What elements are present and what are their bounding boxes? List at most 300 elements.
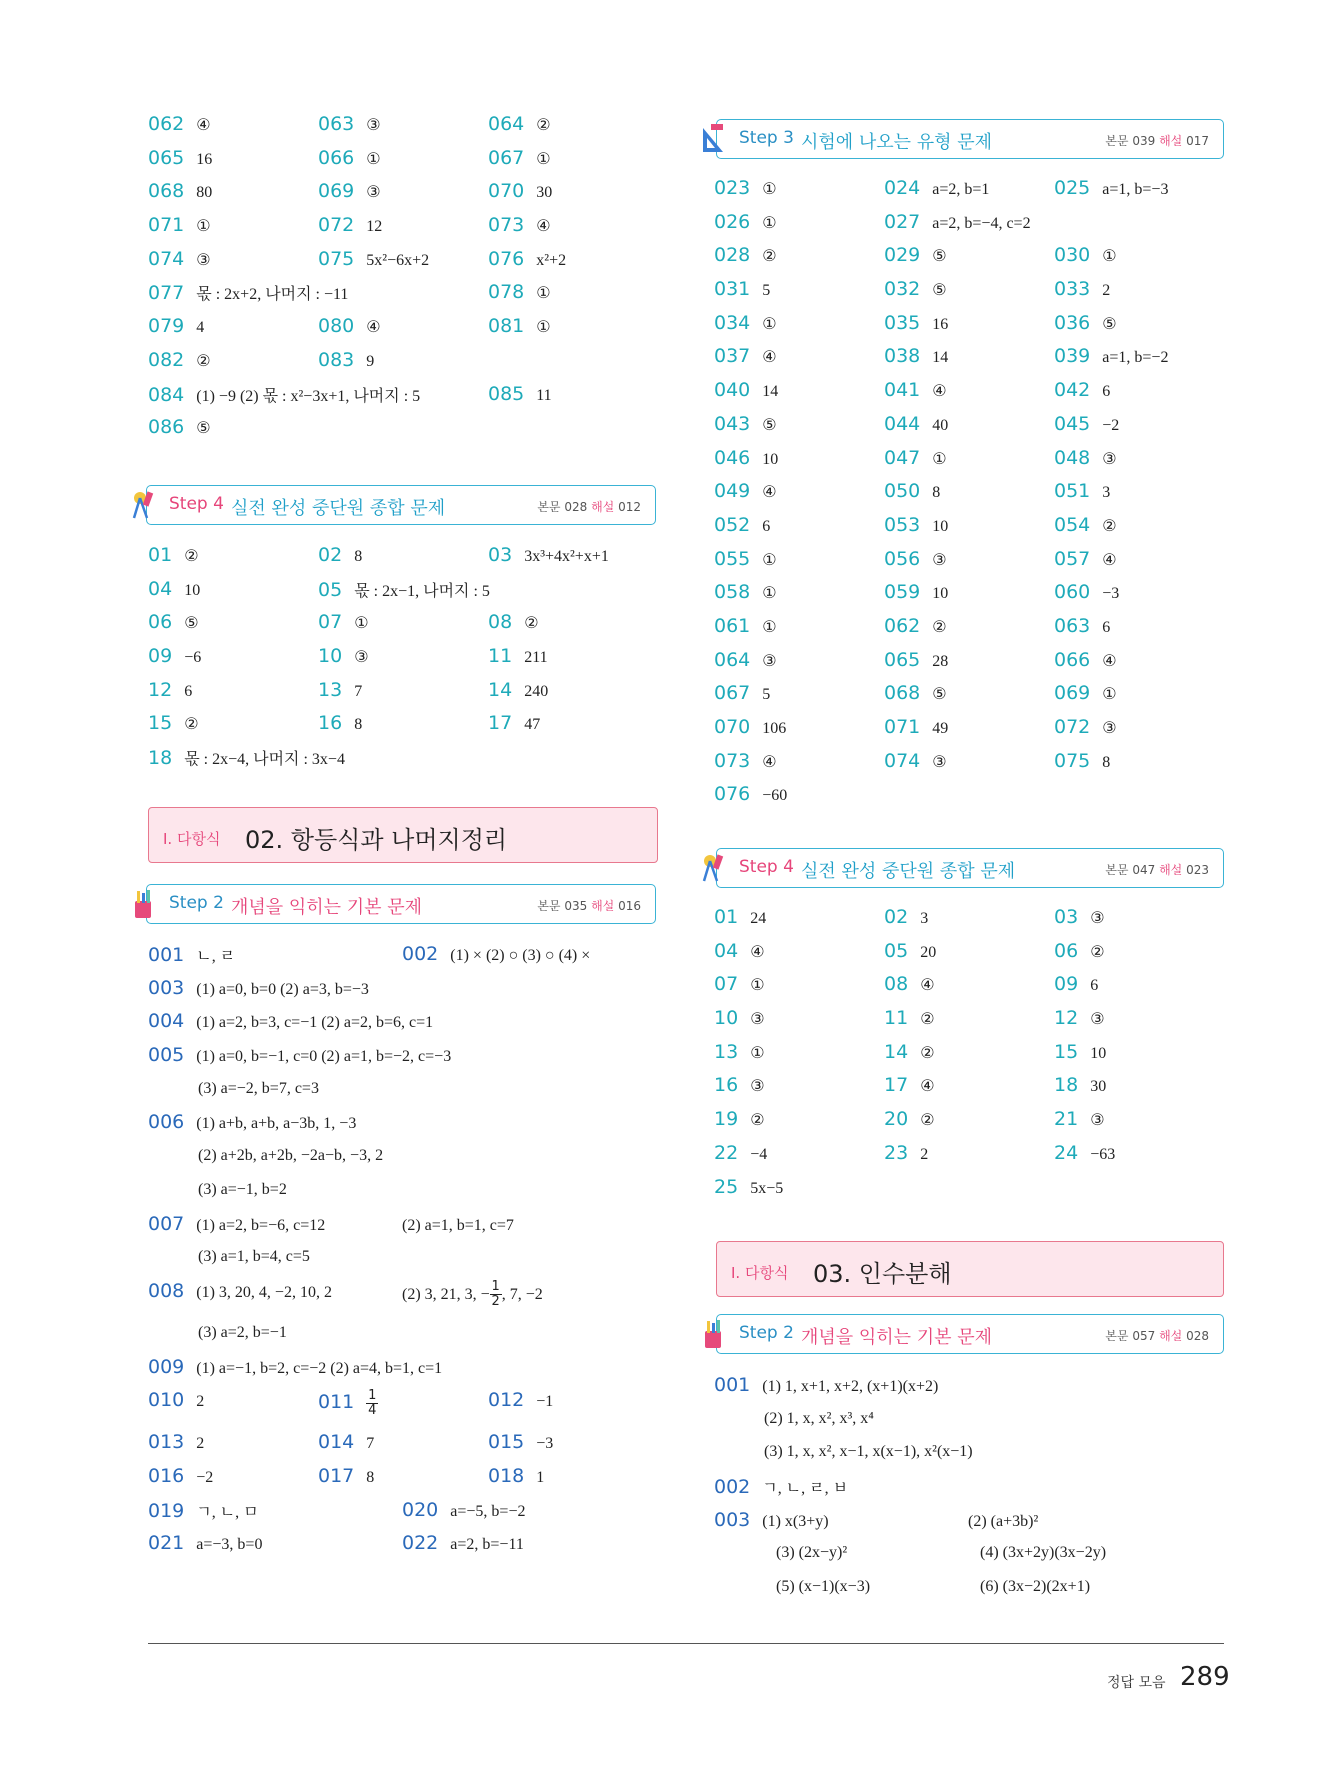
answer-item <box>318 611 369 633</box>
answer-value: ① <box>1102 686 1117 704</box>
answer-row <box>148 611 658 645</box>
answer-value: (2) 1, x, x², x³, x⁴ <box>764 1409 874 1427</box>
answer-item <box>714 1007 765 1029</box>
answer-item <box>402 1499 525 1521</box>
answer-row <box>148 1389 658 1431</box>
answer-row <box>148 1111 658 1145</box>
answer-value: 211 <box>524 649 548 667</box>
problem-number: 21 <box>1054 1108 1079 1131</box>
chapter-header <box>716 1241 1224 1297</box>
answer-value: 10 <box>932 585 949 603</box>
answer-row <box>714 1142 1224 1176</box>
problem-number: 076 <box>714 783 751 806</box>
problem-number: 10 <box>318 645 343 668</box>
answer-value: (1) × (2) ○ (3) ○ (4) × <box>450 947 591 964</box>
problem-number: 03 <box>1054 906 1079 928</box>
answer-value: −3 <box>536 1435 554 1453</box>
answer-item <box>884 379 947 401</box>
answer-item <box>1054 278 1110 300</box>
answer-value: ④ <box>750 943 765 961</box>
answer-item <box>1054 1041 1106 1063</box>
chapter-header <box>148 807 658 863</box>
answer-value: ③ <box>1102 720 1117 737</box>
answer-row <box>148 645 658 679</box>
answer-row <box>148 416 658 450</box>
answer-value: 14 <box>932 349 949 367</box>
problem-number: 066 <box>318 146 355 169</box>
answer-value: ③ <box>1090 1112 1105 1130</box>
problem-number: 034 <box>714 311 751 334</box>
problem-number: 071 <box>148 214 185 237</box>
answer-item <box>402 1532 524 1554</box>
answer-value: ① <box>762 618 777 636</box>
answer-value: 8 <box>354 716 363 734</box>
problem-number: 013 <box>148 1431 185 1454</box>
answer-item <box>884 1142 928 1164</box>
problem-number: 051 <box>1054 480 1091 503</box>
answer-item <box>884 312 948 334</box>
answer-row <box>714 906 1224 940</box>
answer-value: ④ <box>536 218 551 236</box>
problem-number: 070 <box>488 180 525 203</box>
answer-item <box>884 278 947 300</box>
problem-number: 002 <box>402 943 439 965</box>
answer-item <box>1054 940 1105 962</box>
answer-value: ④ <box>196 117 211 134</box>
problem-number: 074 <box>148 247 185 270</box>
answer-value: ② <box>184 548 199 565</box>
answer-item <box>884 413 948 435</box>
answer-value: 2 <box>1102 282 1111 300</box>
problem-number: 23 <box>884 1141 909 1164</box>
answer-row <box>148 977 658 1011</box>
answer-value: ③ <box>750 1011 765 1029</box>
problem-number: 033 <box>1054 278 1091 301</box>
answer-value: ③ <box>762 652 777 670</box>
answer-subrow <box>148 1078 658 1112</box>
answer-block-step4 <box>148 544 658 780</box>
answer-block-step2 <box>148 943 658 1566</box>
answer-item <box>148 712 199 734</box>
problem-number: 030 <box>1054 244 1091 267</box>
answer-value: ④ <box>920 977 935 995</box>
triangle-ruler-icon <box>701 124 727 154</box>
answer-value: 49 <box>932 720 949 737</box>
answer-value: ③ <box>354 649 369 667</box>
problem-number: 042 <box>1054 379 1091 402</box>
answer-value: ③ <box>1102 450 1117 468</box>
answer-item <box>318 645 369 667</box>
answer-value: ㄴ, ㄹ <box>196 948 236 965</box>
problem-number: 071 <box>884 716 921 738</box>
problem-number: 083 <box>318 348 355 371</box>
answer-item <box>884 345 948 367</box>
problem-number: 009 <box>148 1355 185 1378</box>
answer-row <box>148 1213 658 1247</box>
answer-value: −1 <box>536 1393 554 1411</box>
answer-row <box>714 1509 1224 1543</box>
answer-value: 몫 : 2x−1, 나머지 : 5 <box>354 582 490 600</box>
answer-row <box>714 211 1224 245</box>
answer-subrow <box>148 1179 658 1213</box>
answer-value: −4 <box>750 1145 768 1163</box>
answer-value: (3) a=−1, b=2 <box>198 1180 287 1198</box>
fraction: $\frac{1}{2}$ <box>491 1278 500 1309</box>
problem-number: 052 <box>714 513 751 536</box>
answer-row <box>714 413 1224 447</box>
answer-subrow <box>714 1441 1224 1475</box>
answer-value: (3) (2x−y)² <box>776 1544 848 1562</box>
answer-item <box>488 383 552 405</box>
problem-number: 067 <box>488 146 525 169</box>
answer-value: ② <box>920 1044 935 1062</box>
answer-value: ③ <box>1090 910 1105 927</box>
problem-number: 09 <box>148 645 173 668</box>
answer-item <box>488 544 609 566</box>
answer-value: (6) (3x−2)(2x+1) <box>980 1578 1091 1596</box>
step2-header <box>146 884 656 924</box>
answer-item <box>488 611 539 633</box>
problem-number: 046 <box>714 446 751 469</box>
answer-item <box>148 611 199 633</box>
answer-value: 40 <box>932 416 949 434</box>
page-number: 289 <box>1180 1662 1230 1692</box>
answer-item <box>148 977 369 999</box>
answer-value: 240 <box>524 682 549 700</box>
chapter-unit: Ⅰ. 다항식 <box>731 1264 789 1282</box>
step-reference: 본문 028 해설 012 <box>537 500 641 514</box>
fraction: $\frac{1}{4}$ <box>368 1388 377 1419</box>
answer-value: ② <box>536 117 551 134</box>
answer-value: ② <box>920 1112 935 1130</box>
answer-value: 7 <box>354 682 363 700</box>
answer-value: 11 <box>536 386 552 404</box>
problem-number: 12 <box>148 678 173 701</box>
answer-value: ② <box>184 716 199 734</box>
answer-item <box>884 1007 935 1029</box>
answer-item <box>714 447 778 469</box>
answer-item <box>148 1389 204 1411</box>
answer-item <box>148 1356 442 1378</box>
problem-number: 018 <box>488 1464 525 1487</box>
problem-number: 074 <box>884 749 921 772</box>
problem-number: 063 <box>318 113 355 135</box>
answer-value: 10 <box>1090 1044 1107 1062</box>
answer-value: a=1, b=−2 <box>1102 349 1169 367</box>
problem-number: 073 <box>714 749 751 772</box>
answer-value: 5x²−6x+2 <box>366 251 430 269</box>
answer-item <box>318 712 362 734</box>
problem-number: 069 <box>318 180 355 203</box>
answer-item <box>714 973 765 995</box>
answer-item <box>148 1465 213 1487</box>
answer-value: 5 <box>762 686 771 704</box>
answer-item <box>488 1465 544 1487</box>
answer-item <box>884 1074 935 1096</box>
answer-value: 10 <box>184 581 201 599</box>
answer-item <box>1054 447 1117 469</box>
problem-number: 024 <box>884 177 921 199</box>
answer-value: ② <box>762 248 777 266</box>
problem-number: 15 <box>1054 1040 1079 1063</box>
answer-value: ① <box>750 1044 765 1062</box>
answer-item <box>318 113 381 135</box>
problem-number: 037 <box>714 345 751 368</box>
answer-row <box>148 1280 658 1322</box>
answer-row <box>148 214 658 248</box>
problem-number: 054 <box>1054 513 1091 536</box>
step-title: 실전 완성 중단원 종합 문제 <box>231 498 446 519</box>
problem-number: 035 <box>884 311 921 334</box>
answer-value: ② <box>524 615 539 633</box>
answer-item <box>714 514 770 536</box>
problem-number: 038 <box>884 345 921 368</box>
step-reference: 본문 039 해설 017 <box>1105 134 1209 148</box>
answer-row <box>714 548 1224 582</box>
answer-item <box>488 645 548 667</box>
answer-item <box>714 615 777 637</box>
answer-item <box>148 746 345 769</box>
answer-item <box>884 177 989 199</box>
answer-item <box>148 281 348 304</box>
answer-value: ① <box>750 977 765 995</box>
problem-number: 041 <box>884 379 921 402</box>
problem-number: 20 <box>884 1108 909 1131</box>
answer-value: ③ <box>932 753 947 771</box>
answer-value: (1) a+b, a+b, a−3b, 1, −3 <box>196 1115 357 1133</box>
answer-value: (1) a=0, b=−1, c=0 (2) a=1, b=−2, c=−3 <box>196 1048 452 1066</box>
answer-row <box>714 244 1224 278</box>
problem-number: 010 <box>148 1389 185 1412</box>
answer-value: (2) a+2b, a+2b, −2a−b, −3, 2 <box>198 1147 384 1165</box>
answer-item <box>714 581 777 603</box>
step-reference: 본문 057 해설 028 <box>1105 1329 1209 1343</box>
answer-value: 8 <box>1102 753 1111 771</box>
problem-number: 001 <box>148 944 185 966</box>
answer-value: 80 <box>196 184 213 202</box>
answer-item <box>318 147 381 169</box>
problem-number: 082 <box>148 348 185 371</box>
answer-item <box>318 578 490 601</box>
answer-value: ③ <box>932 551 947 569</box>
answer-item <box>148 1010 433 1032</box>
answer-value: 6 <box>184 682 193 700</box>
answer-value: a=2, b=−4, c=2 <box>932 214 1031 232</box>
answer-item <box>1054 750 1110 772</box>
problem-number: 17 <box>488 712 513 735</box>
answer-item <box>714 682 770 704</box>
answer-row <box>714 278 1224 312</box>
problem-number: 020 <box>402 1498 439 1521</box>
problem-number: 075 <box>318 247 355 270</box>
answer-item <box>714 548 777 570</box>
answer-value: (1) a=−1, b=2, c=−2 (2) a=4, b=1, c=1 <box>196 1359 443 1377</box>
answer-item <box>488 1389 553 1411</box>
answer-value: 3 <box>1102 484 1111 502</box>
answer-row <box>714 447 1224 481</box>
problem-number: 063 <box>1054 614 1091 637</box>
answer-item <box>884 906 928 928</box>
answer-value: , 7, −2 <box>501 1285 543 1303</box>
answer-value: ② <box>932 618 947 636</box>
answer-item <box>714 480 777 502</box>
answer-item <box>714 278 770 300</box>
problem-number: 06 <box>148 611 173 634</box>
answer-subrow <box>714 1408 1224 1442</box>
answer-item <box>1054 615 1110 637</box>
answer-item <box>884 682 947 704</box>
problem-number: 18 <box>148 747 173 770</box>
answer-value: ③ <box>196 251 211 269</box>
answer-row <box>714 1475 1224 1509</box>
problem-number: 01 <box>148 544 173 566</box>
answer-item <box>884 514 948 536</box>
problem-number: 049 <box>714 480 751 503</box>
answer-item <box>488 315 551 337</box>
problem-number: 005 <box>148 1044 185 1067</box>
answer-value: ① <box>932 450 947 468</box>
footer-section-label: 정답 모음 <box>1107 1675 1166 1691</box>
problem-number: 03 <box>488 544 513 566</box>
problem-number: 002 <box>714 1476 751 1499</box>
answer-item <box>884 615 947 637</box>
answer-item <box>884 973 935 995</box>
answer-item <box>148 578 200 600</box>
problem-number: 062 <box>148 113 185 135</box>
problem-number: 016 <box>148 1464 185 1487</box>
problem-number: 061 <box>714 614 751 637</box>
problem-number: 13 <box>714 1040 739 1063</box>
answer-value: ⑤ <box>184 615 199 633</box>
answer-item <box>402 943 590 965</box>
answer-value: 2 <box>920 1145 929 1163</box>
compass-ruler-icon <box>701 853 727 883</box>
answer-item <box>714 345 777 367</box>
step-label: Step 2 <box>169 893 224 913</box>
answer-item <box>488 180 552 202</box>
answer-value: 106 <box>762 720 787 737</box>
problem-number: 039 <box>1054 345 1091 368</box>
chapter-title: 03. 인수분해 <box>813 1260 952 1288</box>
answer-row <box>148 1532 658 1566</box>
problem-number: 003 <box>148 976 185 999</box>
answer-item <box>148 248 211 270</box>
answer-row <box>148 712 658 746</box>
problem-number: 086 <box>148 416 185 439</box>
step-label: Step 3 <box>739 128 794 148</box>
answer-value: 7 <box>366 1435 375 1453</box>
answer-value: (2) (a+3b)² <box>968 1512 1039 1530</box>
answer-value: (3) a=1, b=4, c=5 <box>198 1248 310 1266</box>
answer-row <box>714 649 1224 683</box>
answer-value: 5 <box>762 282 771 300</box>
answer-value: ④ <box>920 1078 935 1096</box>
answer-item <box>714 413 777 435</box>
answer-item <box>1054 1007 1105 1029</box>
answer-value: 24 <box>750 910 767 927</box>
problem-number: 064 <box>488 113 525 135</box>
step-label: Step 4 <box>739 857 794 877</box>
answer-item <box>1054 649 1117 671</box>
problem-number: 13 <box>318 678 343 701</box>
answer-item <box>884 1041 935 1063</box>
answer-row <box>148 943 658 977</box>
answer-value: ① <box>762 181 777 198</box>
step-title: 개념을 익히는 기본 문제 <box>231 897 423 918</box>
answer-row <box>148 578 658 612</box>
answer-item <box>318 180 381 202</box>
answer-item <box>884 581 948 603</box>
answer-item <box>968 1542 1106 1562</box>
answer-item <box>318 349 374 371</box>
problem-number: 021 <box>148 1532 185 1555</box>
problem-number: 028 <box>714 244 751 267</box>
answer-row <box>714 750 1224 784</box>
answer-value: ④ <box>1102 652 1117 670</box>
answer-value: 30 <box>536 184 553 202</box>
answer-item <box>764 1576 870 1596</box>
problem-number: 040 <box>714 379 751 402</box>
problem-number: 059 <box>884 581 921 604</box>
answer-value: 8 <box>366 1468 375 1486</box>
answer-value: −2 <box>1102 416 1120 434</box>
problem-number: 16 <box>714 1074 739 1097</box>
answer-item <box>968 1576 1090 1596</box>
answer-item <box>318 248 429 270</box>
answer-value: ① <box>762 315 777 333</box>
answer-item <box>714 1108 765 1130</box>
problem-number: 043 <box>714 412 751 435</box>
answer-block-step3 <box>714 177 1224 817</box>
problem-number: 004 <box>148 1010 185 1033</box>
problem-number: 027 <box>884 210 921 233</box>
answer-value: 20 <box>920 943 937 961</box>
answer-item <box>148 1111 356 1133</box>
answer-value: −3 <box>1102 585 1120 603</box>
problem-number: 05 <box>318 578 343 601</box>
problem-number: 006 <box>148 1111 185 1134</box>
answer-row <box>714 581 1224 615</box>
answer-row <box>714 1576 1224 1610</box>
problem-number: 065 <box>884 648 921 671</box>
answer-row <box>714 973 1224 1007</box>
answer-item <box>884 244 947 266</box>
answer-item <box>1054 1074 1106 1096</box>
answer-item <box>148 383 420 406</box>
answer-value: ⑤ <box>1102 315 1117 333</box>
answer-value: 6 <box>1102 383 1111 401</box>
problem-number: 025 <box>1054 177 1091 199</box>
step-label: Step 4 <box>169 494 224 514</box>
answer-item <box>488 281 551 303</box>
answer-value: 6 <box>1090 977 1099 995</box>
problem-number: 11 <box>884 1007 909 1030</box>
answer-item <box>714 1074 765 1096</box>
answer-row <box>148 679 658 713</box>
step-reference: 본문 047 해설 023 <box>1105 863 1209 877</box>
problem-number: 02 <box>884 906 909 928</box>
answer-value: x²+2 <box>536 251 567 269</box>
answer-row <box>714 1176 1224 1210</box>
problem-number: 084 <box>148 383 185 406</box>
answer-row <box>714 1074 1224 1108</box>
answer-value: ⑤ <box>932 686 947 704</box>
answer-value: a=−3, b=0 <box>196 1536 263 1554</box>
problem-number: 050 <box>884 480 921 503</box>
answer-value: 5x−5 <box>750 1179 784 1197</box>
answer-row <box>148 180 658 214</box>
problem-number: 073 <box>488 214 525 237</box>
